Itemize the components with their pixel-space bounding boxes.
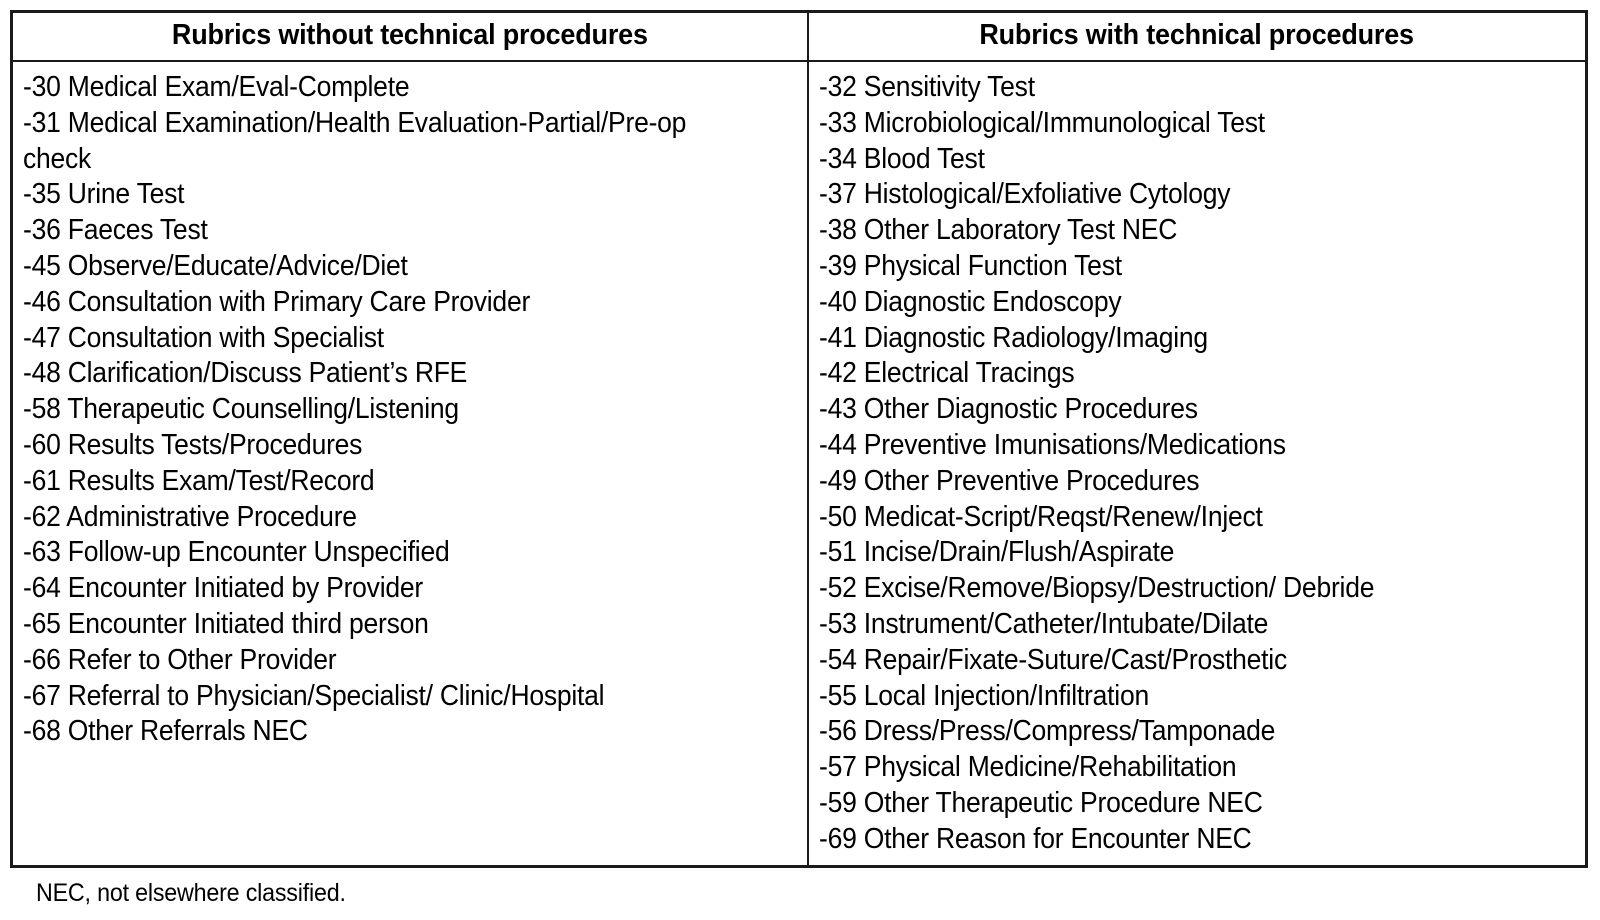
rubric-entry-text: -32 Sensitivity Test bbox=[819, 71, 1035, 103]
rubric-entry-text: -35 Urine Test bbox=[23, 178, 185, 211]
rubric-entry bbox=[23, 356, 803, 392]
rubric-entry bbox=[23, 249, 803, 285]
rubric-entry bbox=[23, 213, 803, 249]
rubric-entry bbox=[23, 643, 803, 679]
rubric-entry-text: -66 Refer to Other Provider bbox=[23, 643, 337, 676]
rubric-entry bbox=[819, 535, 1581, 571]
rubric-entry bbox=[23, 106, 803, 178]
rubric-entry-text: -34 Blood Test bbox=[819, 142, 985, 175]
rubric-entry bbox=[23, 679, 803, 715]
rubric-entry-text: -36 Faeces Test bbox=[23, 214, 208, 247]
rubric-entry bbox=[23, 321, 803, 357]
rubric-entry-text: -45 Observe/Educate/Advice/Diet bbox=[23, 249, 408, 282]
column-header-without-technical-procedures bbox=[13, 13, 808, 61]
rubric-entry bbox=[23, 571, 803, 607]
rubric-entry-text: -43 Other Diagnostic Procedures bbox=[819, 393, 1198, 426]
rubric-entry-text: -63 Follow-up Encounter Unspecified bbox=[23, 536, 450, 569]
rubric-entry-text: -46 Consultation with Primary Care Provider bbox=[23, 285, 531, 318]
rubric-entry-text: -62 Administrative Procedure bbox=[23, 500, 357, 533]
rubric-entry bbox=[819, 142, 1581, 178]
rubric-entry bbox=[819, 714, 1581, 750]
rubric-entry bbox=[23, 464, 803, 500]
rubric-entry bbox=[819, 213, 1581, 249]
rubric-entry-text: -64 Encounter Initiated by Provider bbox=[23, 572, 423, 605]
rubric-entry bbox=[819, 822, 1581, 858]
rubric-entry bbox=[23, 607, 803, 643]
table-footnote-text: NEC, not elsewhere classified. bbox=[36, 879, 346, 907]
rubrics-table bbox=[13, 13, 1585, 865]
rubric-entry-text: -53 Instrument/Catheter/Intubate/Dilate bbox=[819, 607, 1269, 640]
rubrics-table-container bbox=[10, 10, 1588, 868]
column-cell-without-technical-procedures bbox=[13, 61, 808, 865]
rubric-entry bbox=[819, 571, 1581, 607]
rubric-entry bbox=[819, 356, 1581, 392]
rubric-entry bbox=[819, 70, 1581, 106]
rubric-entry bbox=[819, 607, 1581, 643]
rubric-list-without-technical-procedures bbox=[23, 70, 803, 750]
table-header bbox=[13, 13, 1585, 61]
rubric-entry bbox=[23, 500, 803, 536]
column-header-with-technical-procedures bbox=[808, 13, 1585, 61]
rubric-entry-text: -58 Therapeutic Counselling/Listening bbox=[23, 393, 459, 426]
rubric-entry-text: -57 Physical Medicine/Rehabilitation bbox=[819, 751, 1237, 784]
rubric-entry-text: -49 Other Preventive Procedures bbox=[819, 464, 1200, 497]
rubric-entry-text: -52 Excise/Remove/Biopsy/Destruction/ Debride bbox=[819, 572, 1375, 605]
rubric-entry-text: -68 Other Referrals NEC bbox=[23, 715, 308, 748]
rubric-entry-text: -42 Electrical Tracings bbox=[819, 357, 1075, 390]
rubric-entry-text: -54 Repair/Fixate-Suture/Cast/Prosthetic bbox=[819, 643, 1287, 676]
rubric-entry-text: -41 Diagnostic Radiology/Imaging bbox=[819, 321, 1208, 354]
rubric-entry bbox=[819, 321, 1581, 357]
rubric-entry bbox=[819, 786, 1581, 822]
rubric-entry-text: -67 Referral to Physician/Specialist/ Clinic/Hospital bbox=[23, 679, 605, 712]
column-header-without-technical-procedures-text: Rubrics without technical procedures bbox=[172, 19, 648, 51]
rubric-entry bbox=[819, 177, 1581, 213]
table-row bbox=[13, 61, 1585, 865]
rubric-entry bbox=[23, 177, 803, 213]
column-cell-with-technical-procedures bbox=[808, 61, 1585, 865]
rubric-entry-text: -55 Local Injection/Infiltration bbox=[819, 679, 1149, 712]
rubric-entry bbox=[819, 643, 1581, 679]
rubric-entry-text: -47 Consultation with Specialist bbox=[23, 321, 384, 354]
rubric-entry bbox=[819, 464, 1581, 500]
rubric-entry-text: -69 Other Reason for Encounter NEC bbox=[819, 822, 1252, 855]
rubric-entry bbox=[23, 392, 803, 428]
rubric-entry-text: -56 Dress/Press/Compress/Tamponade bbox=[819, 715, 1276, 748]
rubric-entry-text: -48 Clarification/Discuss Patient’s RFE bbox=[23, 357, 468, 390]
rubric-entry-text: -50 Medicat-Script/Reqst/Renew/Inject bbox=[819, 500, 1263, 533]
rubric-entry bbox=[819, 428, 1581, 464]
table-footnote bbox=[36, 876, 369, 910]
rubric-entry-text: -59 Other Therapeutic Procedure NEC bbox=[819, 786, 1263, 819]
rubric-entry bbox=[23, 535, 803, 571]
rubric-entry-text: -40 Diagnostic Endoscopy bbox=[819, 285, 1122, 318]
rubric-entry bbox=[23, 428, 803, 464]
table-body bbox=[13, 61, 1585, 865]
rubric-entry bbox=[819, 500, 1581, 536]
rubric-entry-text: -30 Medical Exam/Eval-Complete bbox=[23, 71, 410, 103]
rubric-entry bbox=[819, 106, 1581, 142]
rubric-entry bbox=[819, 392, 1581, 428]
rubric-entry-text: -44 Preventive Imunisations/Medications bbox=[819, 428, 1286, 461]
header-row bbox=[13, 13, 1585, 61]
rubric-entry-text: -33 Microbiological/Immunological Test bbox=[819, 106, 1265, 139]
rubric-entry bbox=[819, 285, 1581, 321]
rubric-entry bbox=[23, 70, 803, 106]
column-header-with-technical-procedures-text: Rubrics with technical procedures bbox=[979, 19, 1415, 51]
rubric-entry bbox=[23, 714, 803, 750]
rubric-entry-text: -37 Histological/Exfoliative Cytology bbox=[819, 178, 1231, 211]
rubric-entry-text: -51 Incise/Drain/Flush/Aspirate bbox=[819, 536, 1175, 569]
rubric-entry-text: -60 Results Tests/Procedures bbox=[23, 428, 363, 461]
rubric-entry bbox=[23, 285, 803, 321]
rubric-entry-text: -31 Medical Examination/Health Evaluation-Partial/Pre-op check bbox=[23, 106, 687, 175]
rubric-entry bbox=[819, 679, 1581, 715]
rubric-entry-text: -39 Physical Function Test bbox=[819, 249, 1122, 282]
rubric-entry-text: -65 Encounter Initiated third person bbox=[23, 607, 429, 640]
rubric-entry bbox=[819, 750, 1581, 786]
rubric-entry-text: -38 Other Laboratory Test NEC bbox=[819, 214, 1178, 247]
rubric-entry bbox=[819, 249, 1581, 285]
rubric-list-with-technical-procedures bbox=[819, 70, 1581, 858]
rubric-entry-text: -61 Results Exam/Test/Record bbox=[23, 464, 375, 497]
